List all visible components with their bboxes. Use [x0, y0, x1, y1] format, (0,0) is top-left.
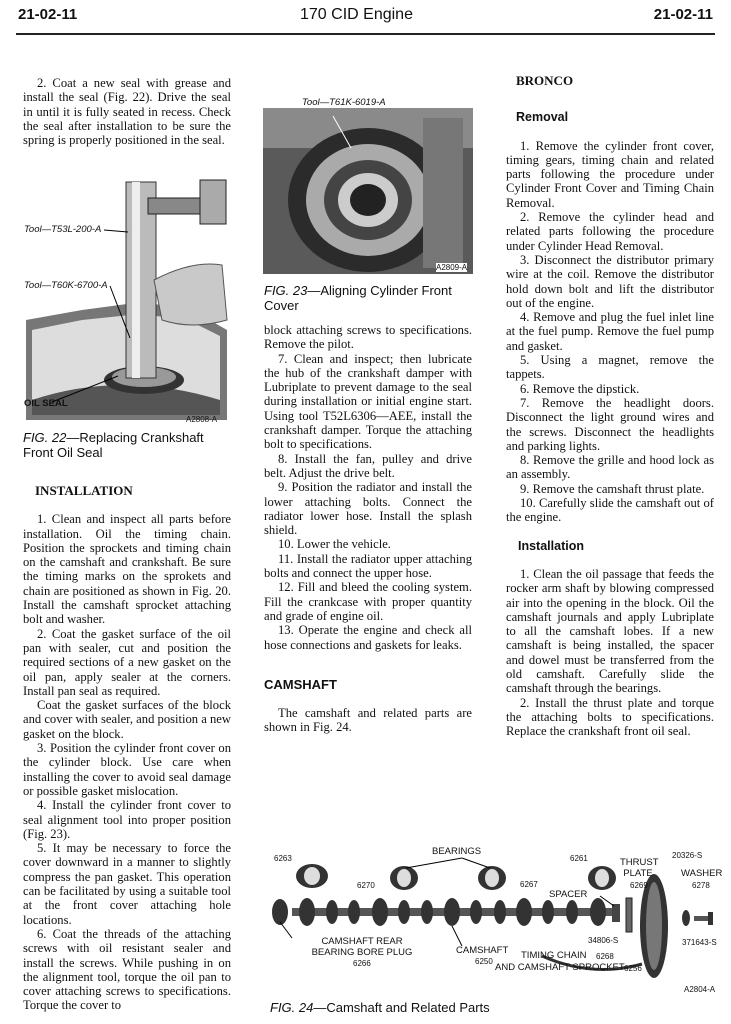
fig24-part-6278: 6278 [692, 881, 710, 890]
paragraph: 8. Install the fan, pulley and drive belt. Adjust the drive belt. [264, 451, 472, 480]
fig23-code: A2809-A [436, 263, 468, 272]
paragraph: block attaching screws to specifications. Remove the pilot. [264, 323, 472, 352]
fig24-washer-label: WASHER [681, 868, 723, 879]
installation-subheading: Installation [518, 538, 584, 553]
paragraph: Coat the gasket surfaces of the block and cover with sealer, and position a new gasket on the block. [23, 698, 231, 741]
fig22-caption [23, 430, 233, 460]
paragraph: 1. Clean the oil passage that feeds the rocker arm shaft by blowing compressed air into the opening in the block. Oil the camshaft journals and apply Lubriplate to all the camshaft lobes. If a new camshaft is being installed, the spacer and dowel must be transferred from the old camshaft. Carefully slide the camshaft through the bearings. [506, 566, 714, 696]
fig22-tool-b-label: Tool—T60K-6700-A [24, 280, 108, 291]
paragraph: 3. Disconnect the distributor primary wire at the coil. Remove the distributor hold down bolt and lift the distributor out of the engine. [506, 252, 714, 310]
fig22-caption-text: —Replacing Crankshaft Front Oil Seal [23, 430, 204, 460]
column-left-body [23, 484, 231, 1013]
paragraph: The camshaft and related parts are shown in Fig. 24. [264, 706, 472, 735]
paragraph: 2. Coat a new seal with grease and install the seal (Fig. 22). Drive the seal in until it is fully seated in recess. Check the seal after installation to be sure the spring is properly positioned in the seal. [23, 76, 231, 148]
paragraph: 6. Coat the threads of the attaching screws with oil resistant sealer and install the screws. While pushing in on the alignment tool, torque the oil pan to cover attaching screws to specifications. Torque the cover to [23, 926, 231, 1013]
fig23-illustration [263, 108, 473, 274]
paragraph: 4. Remove and plug the fuel inlet line at the fuel pump. Remove the fuel pump and gasket. [506, 310, 714, 353]
fig23-tool-label: Tool—T61K-6019-A [302, 97, 386, 108]
fig24-code: A2804-A [684, 985, 716, 994]
paragraph: 2. Remove the cylinder head and related parts following the procedure under Cylinder Head Removal. [506, 210, 714, 253]
fig24-part-6261: 6261 [570, 854, 588, 863]
paragraph: 10. Lower the vehicle. [278, 537, 391, 552]
fig24-spacer-label: SPACER [549, 889, 588, 900]
page-header-right: 21-02-11 [653, 6, 713, 23]
paragraph: 1. Clean and inspect all parts before installation. Oil the timing chain. Position the sprockets and timing chain on the camshaft and crankshaft. Be sure the timing marks on the sprokets and chain are positioned as shown in Fig. 20. Install the camshaft sprocket attaching bolt and washer. [23, 512, 231, 627]
removal-heading: Removal [516, 110, 569, 125]
fig24-camshaft-label: CAMSHAFT [456, 945, 509, 956]
page-header-left: 21-02-11 [18, 6, 78, 23]
fig22-code: A2808-A [186, 415, 218, 424]
fig24-part-20326: 20326-S [672, 851, 703, 860]
paragraph: 8. Remove the grille and hood lock as an assembly. [506, 453, 714, 482]
bronco-heading: BRONCO [516, 73, 574, 88]
fig24-bearings-label: BEARINGS [432, 846, 482, 857]
bearing-6263 [296, 864, 328, 888]
paragraph: 9. Remove the camshaft thrust plate. [520, 481, 705, 496]
paragraph: 11. Install the radiator upper attaching bolts and connect the upper hose. [264, 551, 472, 581]
fig22-illustration [22, 170, 234, 425]
fig24-part-6267: 6267 [520, 880, 538, 889]
fig24-timing-chain-label: TIMING CHAIN [521, 950, 587, 961]
fig24-part-6256: 6256 [624, 964, 642, 973]
fig24-caption-text: —Camshaft and Related Parts [313, 1000, 490, 1015]
fig24-part-371643: 371643-S [682, 938, 717, 947]
paragraph: 9. Position the radiator and install the lower attaching bolts. Connect the radiator lower hose. Install the splash shield. [264, 480, 472, 538]
paragraph: 10. Carefully slide the camshaft out of the engine. [506, 496, 714, 525]
fig24-sprocket-label: AND CAMSHAFT SPROCKET [495, 962, 625, 973]
paragraph: 3. Position the cylinder front cover on the cylinder block. Use care when installing the cover to avoid seal damage or possible gasket mislocation. [23, 741, 231, 798]
column-middle [264, 323, 472, 735]
header-rule [16, 33, 715, 35]
fig24-caption [270, 1000, 570, 1015]
fig24-part-6268: 6268 [596, 952, 614, 961]
fig22-tool-a-label: Tool—T53L-200-A [24, 224, 102, 235]
fig24-caption-number: FIG. 24 [270, 1000, 314, 1015]
page-header-title: 170 CID Engine [300, 6, 413, 23]
paragraph: 5. It may be necessary to force the cover downward in a manner to slightly compress the pan gasket. This operation can be facilitated by using a suitable tool at the front cover attaching hole locations. [23, 841, 231, 927]
bearing-6267 [478, 866, 506, 890]
bearing-6270 [390, 866, 418, 890]
camshaft-heading: CAMSHAFT [264, 676, 337, 692]
column-left [23, 76, 231, 147]
fig24-part-6263: 6263 [274, 854, 292, 863]
installation-heading: INSTALLATION [35, 483, 133, 498]
fig24-part-6250: 6250 [475, 957, 493, 966]
fig22-caption-number: FIG. 22 [23, 430, 67, 445]
fig23-caption [264, 283, 464, 313]
fig23-caption-text: —Aligning Cylinder Front Cover [264, 283, 452, 313]
paragraph: 2. Coat the gasket surface of the oil pan with sealer, cut and position the required sections of a new gasket on the oil pan, apply sealer at the corners. Install pan seal as required. [23, 626, 231, 698]
paragraph: 2. Install the thrust plate and torque the attaching bolts to specifications. Replace the crankshaft front oil seal. [506, 695, 714, 739]
bearing-6261 [588, 866, 616, 890]
paragraph: 13. Operate the engine and check all hose connections and gaskets for leaks. [264, 623, 472, 652]
fig22-oil-seal-label: OIL SEAL [24, 398, 68, 409]
fig24-part-6266: 6266 [353, 959, 371, 968]
paragraph: 12. Fill and bleed the cooling system. Fill the crankcase with proper quantity and grade of engine oil. [264, 580, 472, 623]
paragraph: 7. Clean and inspect; then lubricate the hub of the crankshaft damper with Lubriplate to prevent damage to the seal during installation or initial engine start. Using tool T52L6306—AEE, install the crankshaft damper. Torque the attaching bolt to specifications. [264, 351, 472, 452]
fig23-caption-number: FIG. 23 [264, 283, 308, 298]
fig24-part-6270: 6270 [357, 881, 375, 890]
fig24-part-34806: 34806-S [588, 936, 619, 945]
column-right [506, 74, 714, 738]
fig24-thrust-plate-label: THRUST PLATE [620, 857, 659, 879]
fig24-rear-plug-label: CAMSHAFT REAR BEARING BORE PLUG [311, 936, 413, 958]
paragraph: 4. Install the cylinder front cover to seal alignment tool into proper position (Fig. 23). [23, 798, 231, 841]
paragraph: 5. Using a magnet, remove the tappets. [506, 353, 714, 382]
paragraph: 6. Remove the dipstick. [520, 381, 640, 396]
paragraph: 1. Remove the cylinder front cover, timing gears, timing chain and related parts following the procedure under Cylinder Front Cover and Timing Chain Removal. [506, 138, 714, 210]
fig24-part-6269: 6269 [630, 881, 648, 890]
paragraph: 7. Remove the headlight doors. Disconnect the light ground wires and the screws. Disconnect the headlights and parking lights. [506, 395, 714, 453]
